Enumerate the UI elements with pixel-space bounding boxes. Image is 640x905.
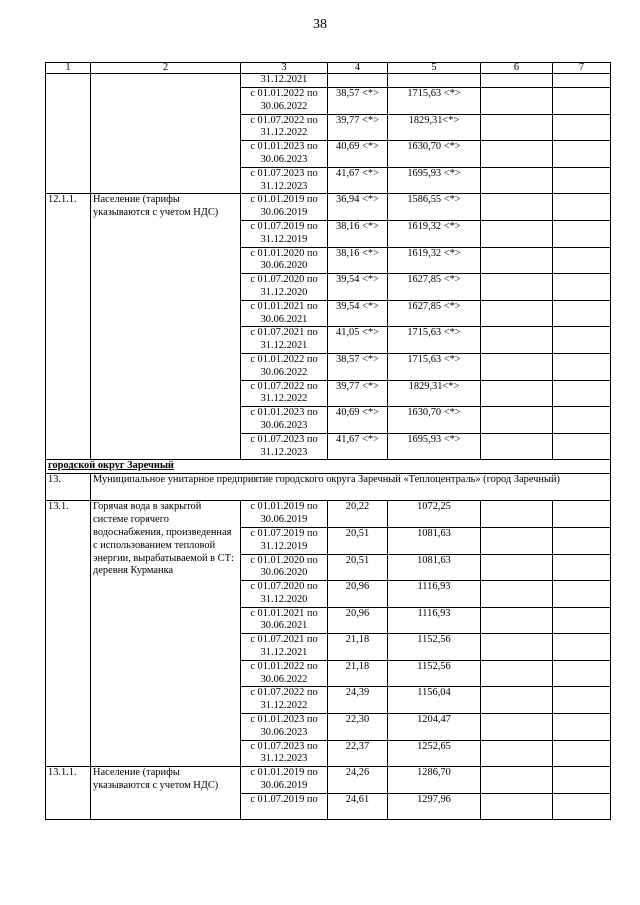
value-col6 [481,300,553,327]
value-col4: 24,26 [328,767,388,794]
value-col6 [481,220,553,247]
value-col6 [481,380,553,407]
value-col5: 1252,65 [388,740,481,767]
value-col7 [553,793,611,819]
value-col5: 1586,55 <*> [388,194,481,221]
section-row [46,460,611,474]
value-col5: 1627,85 <*> [388,274,481,301]
value-col5: 1619,32 <*> [388,247,481,274]
row-code: 12.1.1. [46,194,91,460]
value-col7 [553,300,611,327]
value-col5: 1152,56 [388,634,481,661]
value-col6 [481,247,553,274]
period-cell: с 01.01.2019 по 30.06.2019 [241,501,328,528]
value-col4: 38,16 <*> [328,220,388,247]
value-col7 [553,634,611,661]
value-col5: 1116,93 [388,581,481,608]
period-cell: с 01.01.2020 по 30.06.2020 [241,247,328,274]
value-col7 [553,88,611,115]
value-col7 [553,220,611,247]
value-col4: 41,67 <*> [328,433,388,460]
value-col7 [553,501,611,528]
period-cell: с 01.01.2022 по 30.06.2022 [241,660,328,687]
value-col4: 36,94 <*> [328,194,388,221]
row-code [46,74,91,194]
value-col5: 1715,63 <*> [388,88,481,115]
value-col4: 20,22 [328,501,388,528]
value-col6 [481,767,553,794]
value-col5: 1627,85 <*> [388,300,481,327]
value-col4: 21,18 [328,634,388,661]
value-col6 [481,554,553,581]
value-col4: 40,69 <*> [328,141,388,168]
value-col4: 40,69 <*> [328,407,388,434]
table-row [46,194,611,221]
value-col7 [553,687,611,714]
period-cell: с 01.01.2022 по 30.06.2022 [241,88,328,115]
period-cell: с 01.01.2023 по 30.06.2023 [241,714,328,741]
value-col7 [553,114,611,141]
value-col5: 1286,70 [388,767,481,794]
value-col6 [481,167,553,194]
value-col4: 20,96 [328,581,388,608]
period-cell: с 01.01.2022 по 30.06.2022 [241,353,328,380]
value-col4 [328,74,388,88]
period-cell: с 01.07.2022 по 31.12.2022 [241,380,328,407]
value-col7 [553,74,611,88]
value-col6 [481,114,553,141]
value-col4: 41,05 <*> [328,327,388,354]
period-cell: с 01.01.2020 по 30.06.2020 [241,554,328,581]
period-cell: с 01.07.2023 по 31.12.2023 [241,740,328,767]
value-col4: 38,16 <*> [328,247,388,274]
row-description: Население (тарифы указываются с учетом НДС) [91,767,241,820]
value-col4: 38,57 <*> [328,88,388,115]
value-col6 [481,88,553,115]
period-cell: с 01.07.2022 по 31.12.2022 [241,114,328,141]
value-col5: 1829,31<*> [388,380,481,407]
column-header: 2 [91,63,241,74]
value-col6 [481,194,553,221]
value-col7 [553,141,611,168]
value-col4: 20,51 [328,554,388,581]
value-col4: 41,67 <*> [328,167,388,194]
column-header: 3 [241,63,328,74]
period-cell: с 01.01.2021 по 30.06.2021 [241,300,328,327]
value-col4: 20,96 [328,607,388,634]
value-col7 [553,740,611,767]
period-cell: с 01.01.2019 по 30.06.2019 [241,767,328,794]
value-col5: 1297,96 [388,793,481,819]
value-col6 [481,714,553,741]
value-col6 [481,740,553,767]
section-title: городской округ Заречный [46,460,611,474]
value-col4: 39,54 <*> [328,274,388,301]
period-cell: с 01.07.2022 по 31.12.2022 [241,687,328,714]
value-col5: 1630,70 <*> [388,407,481,434]
value-col4: 39,54 <*> [328,300,388,327]
value-col7 [553,407,611,434]
value-col6 [481,634,553,661]
value-col7 [553,660,611,687]
value-col7 [553,353,611,380]
value-col5: 1081,63 [388,554,481,581]
period-cell: с 01.07.2019 по 31.12.2019 [241,527,328,554]
column-header: 7 [553,63,611,74]
row-description [91,74,241,194]
value-col7 [553,167,611,194]
value-col7 [553,607,611,634]
value-col5: 1204,47 [388,714,481,741]
value-col5: 1695,93 <*> [388,433,481,460]
column-header: 1 [46,63,91,74]
table-header-row [46,63,611,74]
value-col7 [553,380,611,407]
period-cell: с 01.07.2019 по 31.12.2019 [241,220,328,247]
value-col5: 1715,63 <*> [388,327,481,354]
value-col6 [481,793,553,819]
value-col5: 1116,93 [388,607,481,634]
org-code: 13. [46,474,91,501]
value-col7 [553,433,611,460]
column-header: 4 [328,63,388,74]
value-col7 [553,327,611,354]
value-col5: 1829,31<*> [388,114,481,141]
value-col7 [553,194,611,221]
period-cell: 31.12.2021 [241,74,328,88]
value-col7 [553,767,611,794]
table-row [46,74,611,88]
org-name: Муниципальное унитарное предприятие городского округа Заречный «Теплоцентраль» (город Заречный) [91,474,611,501]
value-col7 [553,554,611,581]
value-col4: 38,57 <*> [328,353,388,380]
value-col5: 1619,32 <*> [388,220,481,247]
value-col6 [481,74,553,88]
period-cell: с 01.07.2020 по 31.12.2020 [241,274,328,301]
value-col5: 1081,63 [388,527,481,554]
value-col7 [553,247,611,274]
value-col5: 1695,93 <*> [388,167,481,194]
page-number: 38 [313,17,327,32]
period-cell: с 01.07.2021 по 31.12.2021 [241,327,328,354]
row-description: Население (тарифы указываются с учетом НДС) [91,194,241,460]
organization-row [46,474,611,501]
value-col4: 39,77 <*> [328,380,388,407]
value-col7 [553,714,611,741]
value-col7 [553,274,611,301]
table-row [46,767,611,794]
row-code: 13.1.1. [46,767,91,820]
value-col7 [553,581,611,608]
column-header: 6 [481,63,553,74]
period-cell: с 01.07.2020 по 31.12.2020 [241,581,328,608]
row-description: Горячая вода в закрытой системе горячего водоснабжения, произведенная с использованием тепловой энергии, вырабатываемой в СТ: деревня Курманка [91,501,241,767]
value-col5: 1072,25 [388,501,481,528]
value-col4: 24,61 [328,793,388,819]
value-col6 [481,687,553,714]
value-col5: 1152,56 [388,660,481,687]
value-col4: 21,18 [328,660,388,687]
value-col6 [481,607,553,634]
row-code: 13.1. [46,501,91,767]
value-col4: 22,30 [328,714,388,741]
value-col5: 1156,04 [388,687,481,714]
period-cell: с 01.01.2021 по 30.06.2021 [241,607,328,634]
value-col6 [481,501,553,528]
value-col7 [553,527,611,554]
value-col6 [481,660,553,687]
period-cell: с 01.01.2023 по 30.06.2023 [241,407,328,434]
value-col6 [481,407,553,434]
period-cell: с 01.01.2023 по 30.06.2023 [241,141,328,168]
period-cell: с 01.07.2021 по 31.12.2021 [241,634,328,661]
value-col5 [388,74,481,88]
value-col6 [481,581,553,608]
period-cell: с 01.01.2019 по 30.06.2019 [241,194,328,221]
period-cell: с 01.07.2023 по 31.12.2023 [241,167,328,194]
period-cell: с 01.07.2023 по 31.12.2023 [241,433,328,460]
value-col6 [481,327,553,354]
value-col6 [481,141,553,168]
value-col6 [481,527,553,554]
value-col6 [481,433,553,460]
tariff-table [45,62,611,820]
period-cell: с 01.07.2019 по [241,793,328,819]
value-col4: 22,37 [328,740,388,767]
value-col5: 1630,70 <*> [388,141,481,168]
value-col4: 24,39 [328,687,388,714]
column-header: 5 [388,63,481,74]
value-col4: 20,51 [328,527,388,554]
value-col5: 1715,63 <*> [388,353,481,380]
value-col6 [481,353,553,380]
value-col4: 39,77 <*> [328,114,388,141]
value-col6 [481,274,553,301]
table-row [46,501,611,528]
